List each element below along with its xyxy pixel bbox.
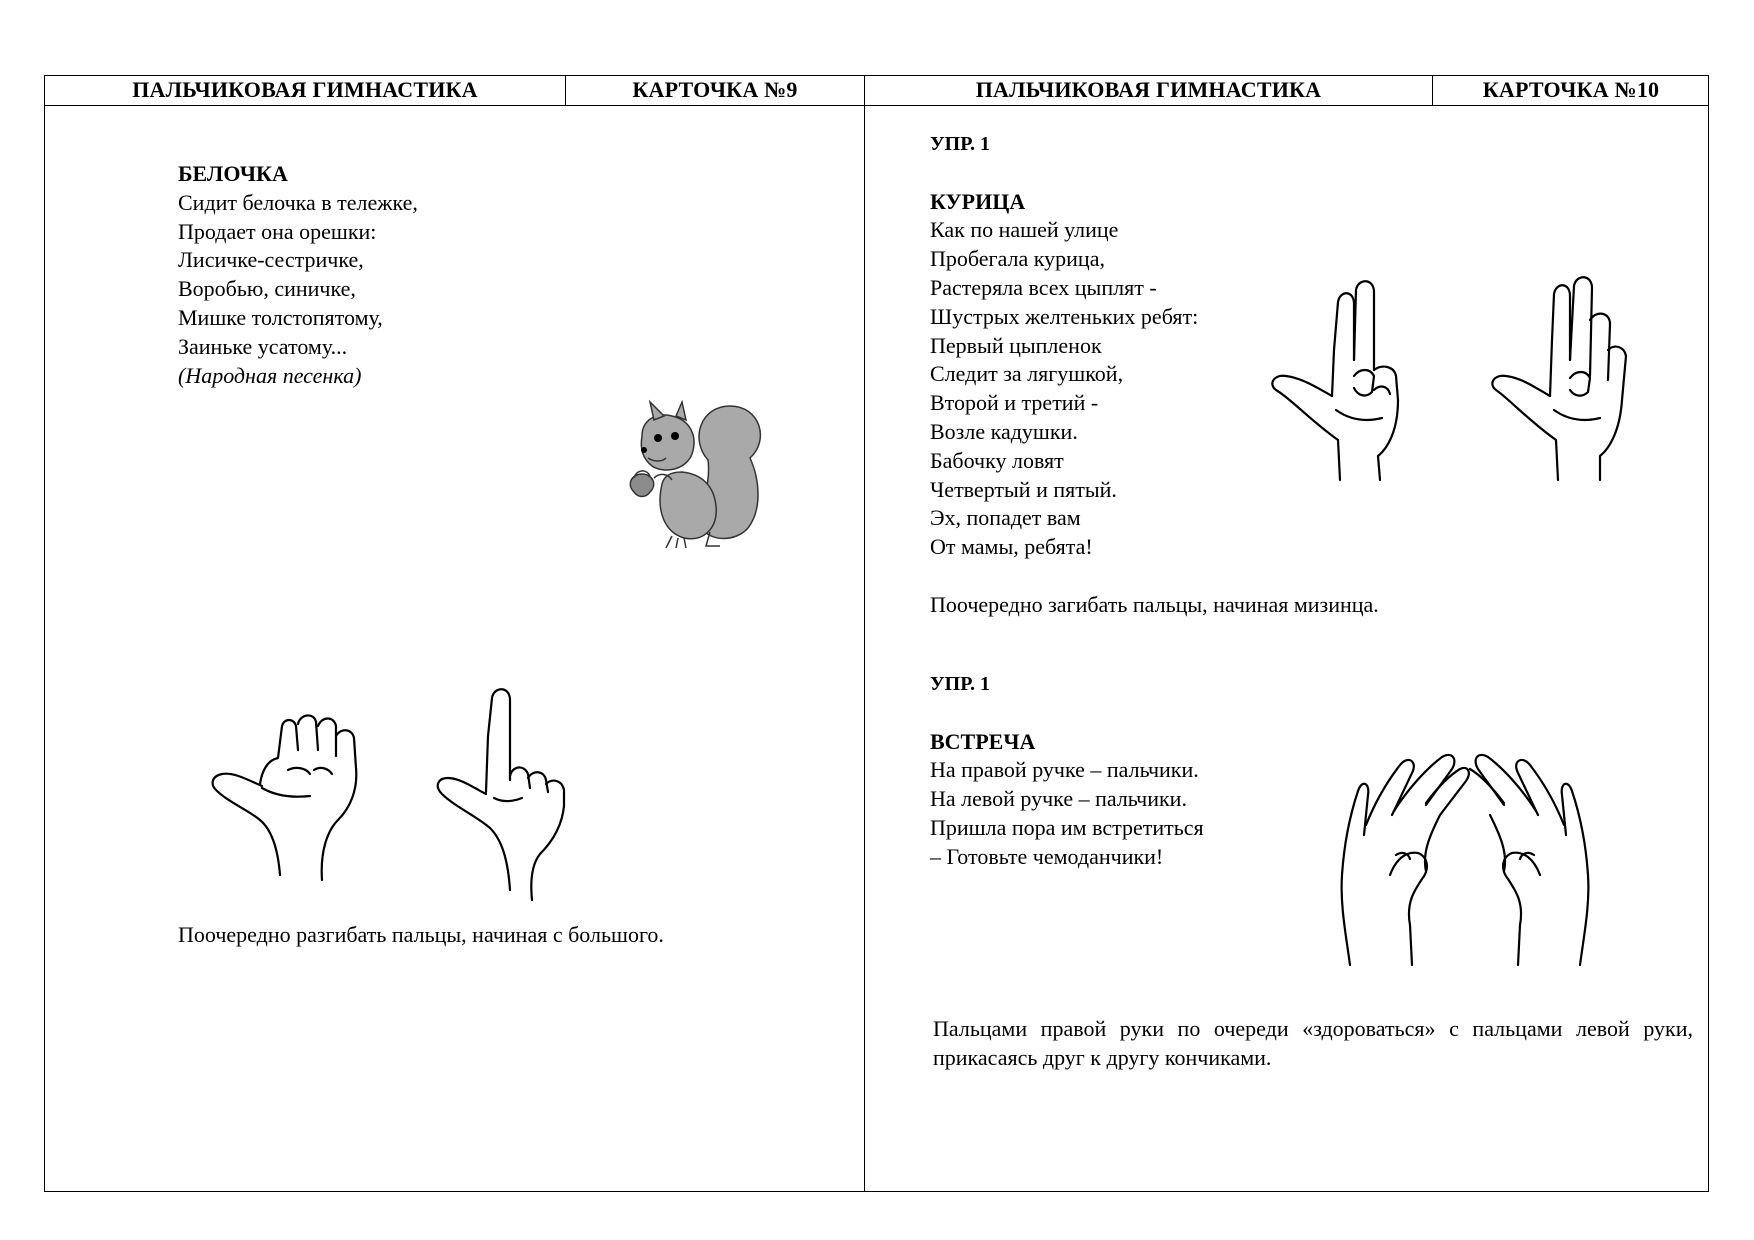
card9-poem bbox=[178, 160, 738, 390]
poem-line: Пришла пора им встретиться bbox=[930, 814, 1204, 840]
hands-finger-bend-illustration bbox=[1270, 280, 1670, 490]
card10-header-number: КАРТОЧКА №10 bbox=[1482, 77, 1660, 102]
poem-line: Бабочку ловят bbox=[930, 447, 1064, 473]
poem-line: Продает она орешки: bbox=[178, 218, 377, 244]
poem-line: От мамы, ребята! bbox=[930, 534, 1093, 560]
header-row bbox=[45, 76, 1708, 106]
exercise1-label: УПР. 1 bbox=[930, 133, 990, 155]
poem-line: Четвертый и пятый. bbox=[930, 476, 1117, 502]
poem-line: Следит за лягушкой, bbox=[930, 361, 1124, 387]
poem-line: Лисичке-сестричке, bbox=[178, 247, 364, 273]
poem-line: На левой ручке – пальчики. bbox=[930, 786, 1187, 812]
poem-line: Второй и третий - bbox=[930, 390, 1099, 416]
spacer bbox=[930, 159, 1350, 188]
exercise2-label: УПР. 1 bbox=[930, 673, 990, 695]
card9-instruction: Поочередно разгибать пальцы, начиная с большого. bbox=[178, 922, 664, 947]
poem-line: Возле кадушки. bbox=[930, 418, 1078, 444]
poem-line: Первый цыпленок bbox=[930, 332, 1102, 358]
header-divider-1 bbox=[565, 76, 566, 105]
card-divider bbox=[864, 76, 865, 1191]
poem-line: Пробегала курица, bbox=[930, 246, 1105, 272]
poem-line: Эх, попадет вам bbox=[930, 505, 1081, 531]
poem-line: Мишке толстопятому, bbox=[178, 304, 383, 330]
card9-poem-title: БЕЛОЧКА bbox=[178, 161, 288, 186]
hands-meeting-illustration bbox=[1330, 735, 1600, 975]
poem-line: На правой ручке – пальчики. bbox=[930, 757, 1199, 783]
poem-line: Растеряла всех цыплят - bbox=[930, 274, 1157, 300]
squirrel-illustration bbox=[620, 400, 770, 550]
exercise1-title: КУРИЦА bbox=[930, 188, 1026, 214]
poem-line: Воробью, синичке, bbox=[178, 276, 356, 302]
poem-line: Шустрых желтеньких ребят: bbox=[930, 303, 1199, 329]
spacer bbox=[930, 699, 1350, 728]
poem-line: Заиньке усатому... bbox=[178, 333, 348, 359]
poem-line: Сидит белочка в тележке, bbox=[178, 189, 418, 215]
poem-line: – Готовьте чемоданчики! bbox=[930, 843, 1164, 869]
poem-line: Как по нашей улице bbox=[930, 217, 1119, 243]
exercise2-instruction: Пальцами правой руки по очереди «здороваться» с пальцами левой руки, прикасаясь друг к другу кончиками. bbox=[933, 1016, 1693, 1070]
exercise2-title: ВСТРЕЧА bbox=[930, 728, 1036, 754]
header-divider-3 bbox=[1432, 76, 1433, 105]
hands-fist-illustration bbox=[210, 680, 630, 920]
card9-header-title: ПАЛЬЧИКОВАЯ ГИМНАСТИКА bbox=[132, 77, 478, 102]
card10-exercise2 bbox=[930, 670, 1350, 872]
poem-source: (Народная песенка) bbox=[178, 362, 362, 388]
card9-header-number: КАРТОЧКА №9 bbox=[632, 77, 798, 102]
card10-header-title: ПАЛЬЧИКОВАЯ ГИМНАСТИКА bbox=[975, 77, 1322, 102]
spacer bbox=[930, 562, 1350, 591]
exercise1-instruction: Поочередно загибать пальцы, начиная мизинца. bbox=[930, 591, 1379, 617]
